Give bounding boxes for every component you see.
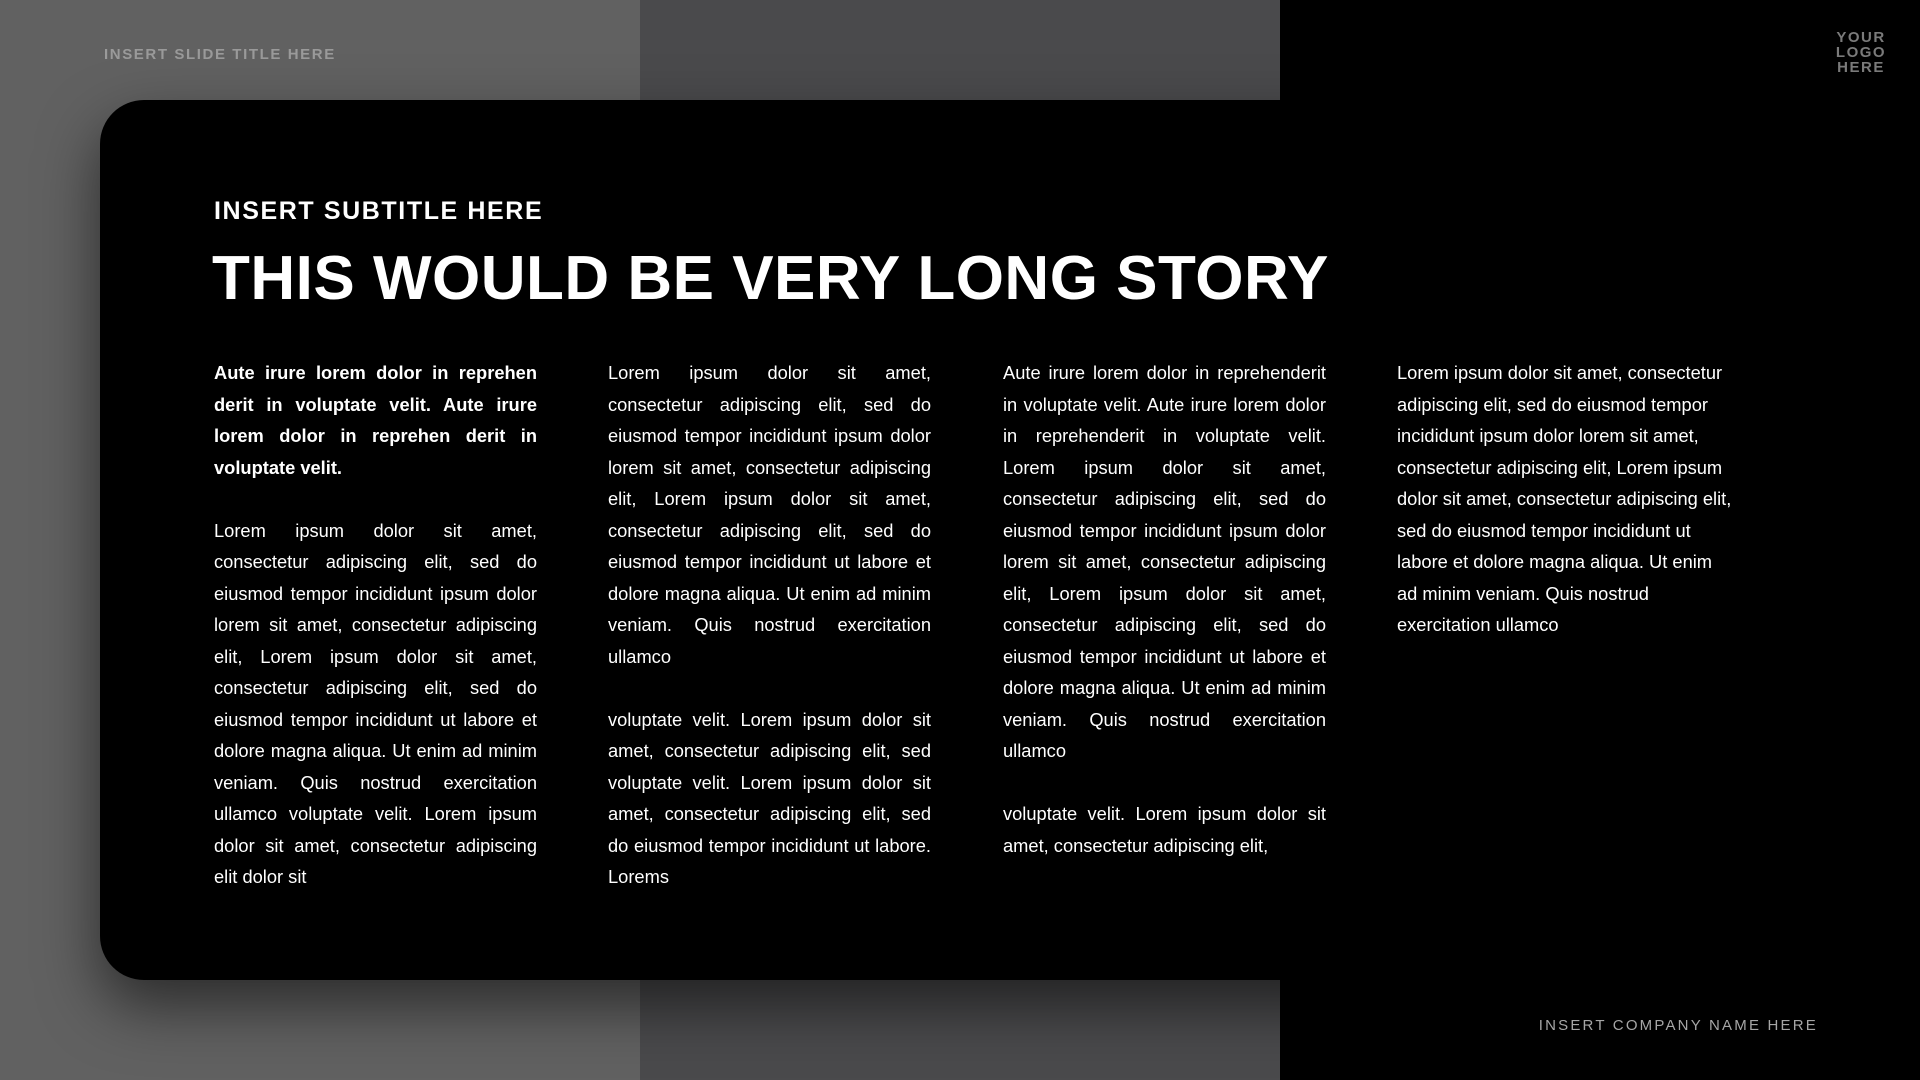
body-paragraph: Lorem ipsum dolor sit amet, consectetur adipiscing elit, sed do eiusmod tempor incididunt ipsum dolor lorem sit amet, consectetur adipiscing elit, Lorem ipsum dolor sit amet, consectetur adipiscing elit, sed do eiusmod tempor incididunt ut labore et dolore magna aliqua. Ut enim ad minim veniam. Quis nostrud exercitation ullamco (1397, 362, 1732, 635)
headline: THIS WOULD BE VERY LONG STORY (212, 244, 1329, 313)
text-column-4 (1397, 357, 1737, 641)
subtitle: INSERT SUBTITLE HERE (214, 197, 544, 225)
text-column-2 (608, 357, 931, 893)
text-column-1 (214, 357, 537, 893)
company-name: INSERT COMPANY NAME HERE (1538, 1017, 1818, 1034)
body-paragraph: voluptate velit. Lorem ipsum dolor sit amet, consectetur adipiscing elit, sed voluptate velit. Lorem ipsum dolor sit amet, consectetur adipiscing elit, sed do eiusmod tempor incididunt ut labore. Lorems (608, 708, 931, 887)
body-paragraph: voluptate velit. Lorem ipsum dolor sit amet, consectetur adipiscing elit, (1003, 803, 1326, 856)
body-paragraph: Aute irure lorem dolor in reprehenderit in voluptate velit. Aute irure lorem dolor in reprehenderit in voluptate velit. Lorem ipsum dolor sit amet, consectetur adipiscing elit, sed do eiusmod tempor incididunt ipsum dolor lorem sit amet, consectetur adipiscing elit, Lorem ipsum dolor sit amet, consectetur adipiscing elit, sed do eiusmod tempor incididunt ut labore et dolore magna aliqua. Ut enim ad minim veniam. Quis nostrud exercitation ullamco (1003, 362, 1326, 761)
logo-line: LOGO (1835, 44, 1887, 61)
body-paragraph: Lorem ipsum dolor sit amet, consectetur adipiscing elit, sed do eiusmod tempor incididunt ipsum dolor lorem sit amet, consectetur adipiscing elit, Lorem ipsum dolor sit amet, consectetur adipiscing elit, sed do eiusmod tempor incididunt ut labore et dolore magna aliqua. Ut enim ad minim veniam. Quis nostrud exercitation ullamco voluptate velit. Lorem ipsum dolor sit amet, consectetur adipiscing elit dolor sit (214, 519, 537, 887)
lead-paragraph: Aute irure lorem dolor in reprehen derit in voluptate velit. Aute irure lorem dolor in reprehen derit in voluptate velit. (214, 362, 537, 478)
text-column-3 (1003, 357, 1326, 861)
logo-line: YOUR (1836, 29, 1886, 46)
logo-placeholder (1826, 30, 1896, 75)
logo-line: HERE (1837, 59, 1885, 76)
body-paragraph: Lorem ipsum dolor sit amet, consectetur adipiscing elit, sed do eiusmod tempor incididunt ipsum dolor lorem sit amet, consectetur adipiscing elit, Lorem ipsum dolor sit amet, consectetur adipiscing elit, sed do eiusmod tempor incididunt ut labore et dolore magna aliqua. Ut enim ad minim veniam. Quis nostrud exercitation ullamco (608, 362, 931, 667)
slide-title: INSERT SLIDE TITLE HERE (104, 46, 336, 63)
